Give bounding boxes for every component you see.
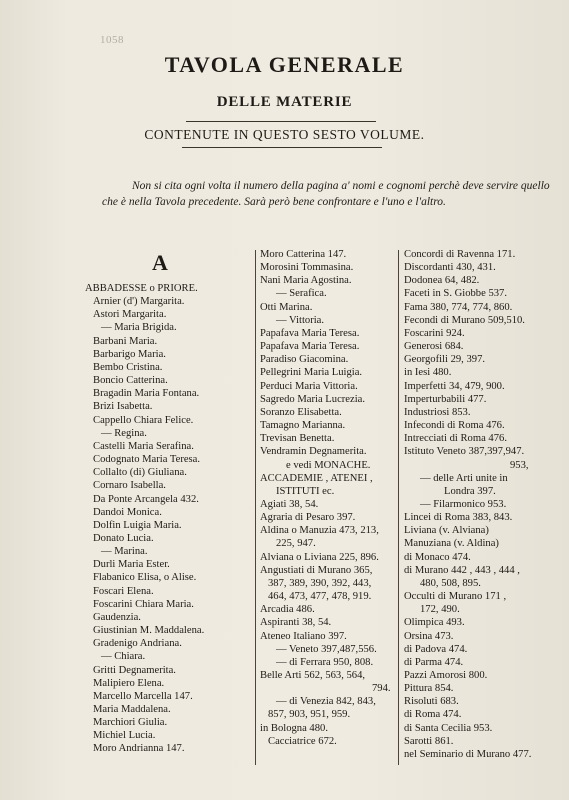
index-entry: Malipiero Elena. bbox=[93, 677, 165, 689]
index-entry: Barbani Maria. bbox=[93, 335, 158, 347]
index-entry: Flabanico Elisa, o Alise. bbox=[93, 572, 197, 584]
index-entry: Alviana o Liviana 225, 896. bbox=[260, 551, 379, 563]
subtitle-rule bbox=[182, 147, 382, 148]
index-entry: Agraria di Pesaro 397. bbox=[260, 512, 356, 524]
index-entry: di Parma 474. bbox=[404, 656, 464, 668]
index-entry: — delle Arti unite in bbox=[420, 472, 508, 484]
index-entry: Dodonea 64, 482. bbox=[404, 275, 480, 287]
intro-line-1: Non si cita ogni volta il numero della pagina a' nomi e cognomi perchè deve servire quello bbox=[132, 180, 550, 192]
index-entry: Imperturbabili 477. bbox=[404, 393, 487, 405]
index-entry: Concordi di Ravenna 171. bbox=[404, 249, 516, 260]
index-entry: Discordanti 430, 431. bbox=[404, 262, 496, 274]
index-entry: Foscarini Chiara Maria. bbox=[93, 598, 194, 610]
index-entry: Papafava Maria Teresa. bbox=[260, 341, 360, 353]
index-entry: — Regina. bbox=[101, 427, 147, 439]
index-heading: ACCADEMIE , ATENEI , bbox=[260, 472, 373, 484]
index-heading: ABBADESSE o PRIORE. bbox=[85, 283, 198, 294]
index-entry: Marchiori Giulia. bbox=[93, 717, 168, 729]
index-entry: Faceti in S. Giobbe 537. bbox=[404, 288, 507, 300]
index-entry: Gritti Degnamerita. bbox=[93, 664, 176, 676]
intro-line-2: che è nella Tavola precedente. Sarà però bene confrontare e l'uno e l'altro. bbox=[102, 196, 446, 208]
index-entry: Gaudenzia. bbox=[93, 611, 141, 623]
index-entry: Marcello Marcella 147. bbox=[93, 690, 193, 702]
index-heading: ISTITUTI ec. bbox=[276, 485, 335, 497]
index-entry: 172, 490. bbox=[420, 604, 460, 616]
index-entry: Aldina o Manuzia 473, 213, bbox=[260, 525, 379, 537]
index-entry: Barbarigo Maria. bbox=[93, 348, 166, 360]
subtitle-materie: DELLE MATERIE bbox=[216, 94, 353, 110]
section-letter: A bbox=[152, 250, 168, 275]
index-entry: Cornaro Isabella. bbox=[93, 480, 166, 492]
index-entry: 857, 903, 951, 959. bbox=[268, 709, 351, 721]
index-entry: 225, 947. bbox=[276, 538, 316, 550]
index-entry: Orsina 473. bbox=[404, 630, 454, 642]
index-entry: Maria Maddalena. bbox=[93, 704, 171, 715]
index-entry: 794. bbox=[372, 683, 391, 695]
index-entry: Donato Lucia. bbox=[93, 532, 154, 544]
index-entry: Bembo Cristina. bbox=[93, 361, 163, 373]
index-entry: — Serafica. bbox=[276, 288, 327, 300]
index-entry: 464, 473, 477, 478, 919. bbox=[268, 591, 372, 603]
index-entry: — Marina. bbox=[101, 546, 148, 558]
index-entry: Aspiranti 38, 54. bbox=[260, 617, 332, 629]
index-entry: Infecondi di Roma 476. bbox=[404, 420, 505, 432]
index-entry: Pazzi Amorosi 800. bbox=[404, 670, 488, 681]
index-entry: Istituto Veneto 387,397,947. bbox=[404, 446, 525, 458]
index-entry: — di Ferrara 950, 808. bbox=[276, 656, 374, 668]
index-entry: Codognato Maria Teresa. bbox=[93, 454, 201, 466]
index-entry: Boncio Catterina. bbox=[93, 375, 168, 387]
index-entry: Moro Catterina 147. bbox=[260, 249, 347, 260]
index-entry: Michiel Lucia. bbox=[93, 730, 156, 742]
index-entry: Industriosi 853. bbox=[404, 406, 471, 418]
index-entry: Soranzo Elisabetta. bbox=[260, 406, 342, 418]
index-entry: Dandoi Monica. bbox=[93, 506, 162, 518]
index-column-1 bbox=[85, 248, 255, 756]
index-entry: Imperfetti 34, 479, 900. bbox=[404, 380, 505, 392]
index-entry: Cacciatrice 672. bbox=[268, 735, 337, 747]
index-entry: Pittura 854. bbox=[404, 683, 454, 695]
index-entry: Ateneo Italiano 397. bbox=[260, 630, 347, 642]
index-entry: Generosi 684. bbox=[404, 341, 464, 353]
index-entry: Moro Andrianna 147. bbox=[93, 743, 185, 755]
index-entry: Fecondi di Murano 509,510. bbox=[404, 314, 525, 326]
index-entry: Vendramin Degnamerita. bbox=[260, 446, 367, 458]
index-entry: e vedi MONACHE. bbox=[286, 459, 371, 471]
index-entry: Paradiso Giacomina. bbox=[260, 354, 349, 366]
index-entry: Agiati 38, 54. bbox=[260, 498, 319, 510]
index-column-2 bbox=[260, 248, 420, 748]
index-entry: Morosini Tommasina. bbox=[260, 262, 354, 274]
index-entry: Trevisan Benetta. bbox=[260, 433, 335, 445]
index-entry: Sarotti 861. bbox=[404, 735, 454, 747]
index-entry: Risoluti 683. bbox=[404, 696, 459, 708]
index-entry: di Murano 442 , 443 , 444 , bbox=[404, 564, 520, 576]
index-entry: Foscarini 924. bbox=[404, 327, 465, 339]
index-entry: Intrecciati di Roma 476. bbox=[404, 433, 507, 445]
index-entry: Giustinian M. Maddalena. bbox=[93, 625, 205, 637]
index-entry: Lincei di Roma 383, 843. bbox=[404, 512, 513, 524]
index-entry: Durli Maria Ester. bbox=[93, 559, 170, 571]
index-entry: di Roma 474. bbox=[404, 709, 462, 721]
index-entry: Foscari Elena. bbox=[93, 585, 154, 597]
index-entry: Papafava Maria Teresa. bbox=[260, 327, 360, 339]
index-entry: Cappello Chiara Felice. bbox=[93, 414, 194, 426]
title-rule bbox=[186, 121, 376, 122]
index-entry: in Iesi 480. bbox=[404, 367, 452, 379]
index-entry: Occulti di Murano 171 , bbox=[404, 591, 507, 603]
index-entry: di Santa Cecilia 953. bbox=[404, 722, 493, 734]
index-entry: Astori Margarita. bbox=[93, 309, 167, 321]
index-entry: Arcadia 486. bbox=[260, 604, 315, 616]
index-entry: Arnier (d') Margarita. bbox=[93, 296, 185, 308]
index-entry: Otti Marina. bbox=[260, 301, 313, 313]
index-entry: Da Ponte Arcangela 432. bbox=[93, 493, 199, 505]
index-entry: Gradenigo Andriana. bbox=[93, 638, 182, 650]
index-entry: Collalto (di) Giuliana. bbox=[93, 467, 187, 479]
index-entry: 953, bbox=[510, 459, 529, 471]
index-entry: di Monaco 474. bbox=[404, 551, 471, 563]
index-entry: — Maria Brigida. bbox=[101, 322, 177, 334]
page-number: 1058 bbox=[100, 34, 124, 46]
index-entry: di Padova 474. bbox=[404, 643, 468, 655]
index-entry: — di Venezia 842, 843, bbox=[276, 696, 376, 708]
index-entry: Fama 380, 774, 774, 860. bbox=[404, 301, 513, 313]
column-divider bbox=[255, 250, 256, 765]
intro-note bbox=[102, 178, 550, 210]
index-entry: Sagredo Maria Lucrezia. bbox=[260, 393, 366, 405]
index-entry: Pellegrini Maria Luigia. bbox=[260, 367, 363, 379]
index-entry: Castelli Maria Serafina. bbox=[93, 440, 194, 452]
index-entry: Belle Arti 562, 563, 564, bbox=[260, 670, 366, 681]
page-title: TAVOLA GENERALE bbox=[164, 52, 405, 77]
index-entry: Dolfin Luigia Maria. bbox=[93, 519, 182, 531]
index-entry: nel Seminario di Murano 477. bbox=[404, 748, 532, 760]
index-entry: 480, 508, 895. bbox=[420, 577, 481, 589]
subtitle-volume: CONTENUTE IN QUESTO SESTO VOLUME. bbox=[144, 127, 425, 142]
index-entry: Perduci Maria Vittoria. bbox=[260, 380, 358, 392]
index-entry: Nani Maria Agostina. bbox=[260, 275, 352, 287]
index-entry: Olimpica 493. bbox=[404, 617, 465, 629]
index-entry: Liviana (v. Alviana) bbox=[404, 525, 489, 537]
index-entry: Bragadin Maria Fontana. bbox=[93, 388, 200, 400]
index-entry: 387, 389, 390, 392, 443, bbox=[268, 577, 372, 589]
index-entry: Londra 397. bbox=[444, 485, 496, 497]
index-entry: Manuziana (v. Aldina) bbox=[404, 538, 499, 550]
index-entry: Angustiati di Murano 365, bbox=[260, 564, 373, 576]
index-entry: Tamagno Marianna. bbox=[260, 420, 346, 432]
index-entry: — Chiara. bbox=[101, 651, 146, 663]
index-entry: — Vittoria. bbox=[276, 314, 325, 326]
index-column-3 bbox=[404, 248, 539, 761]
index-entry: in Bologna 480. bbox=[260, 722, 328, 734]
index-entry: Brizi Isabetta. bbox=[93, 401, 153, 413]
index-entry: Georgofili 29, 397. bbox=[404, 354, 486, 366]
index-entry: — Veneto 397,487,556. bbox=[276, 643, 377, 655]
index-entry: — Filarmonico 953. bbox=[420, 498, 507, 510]
